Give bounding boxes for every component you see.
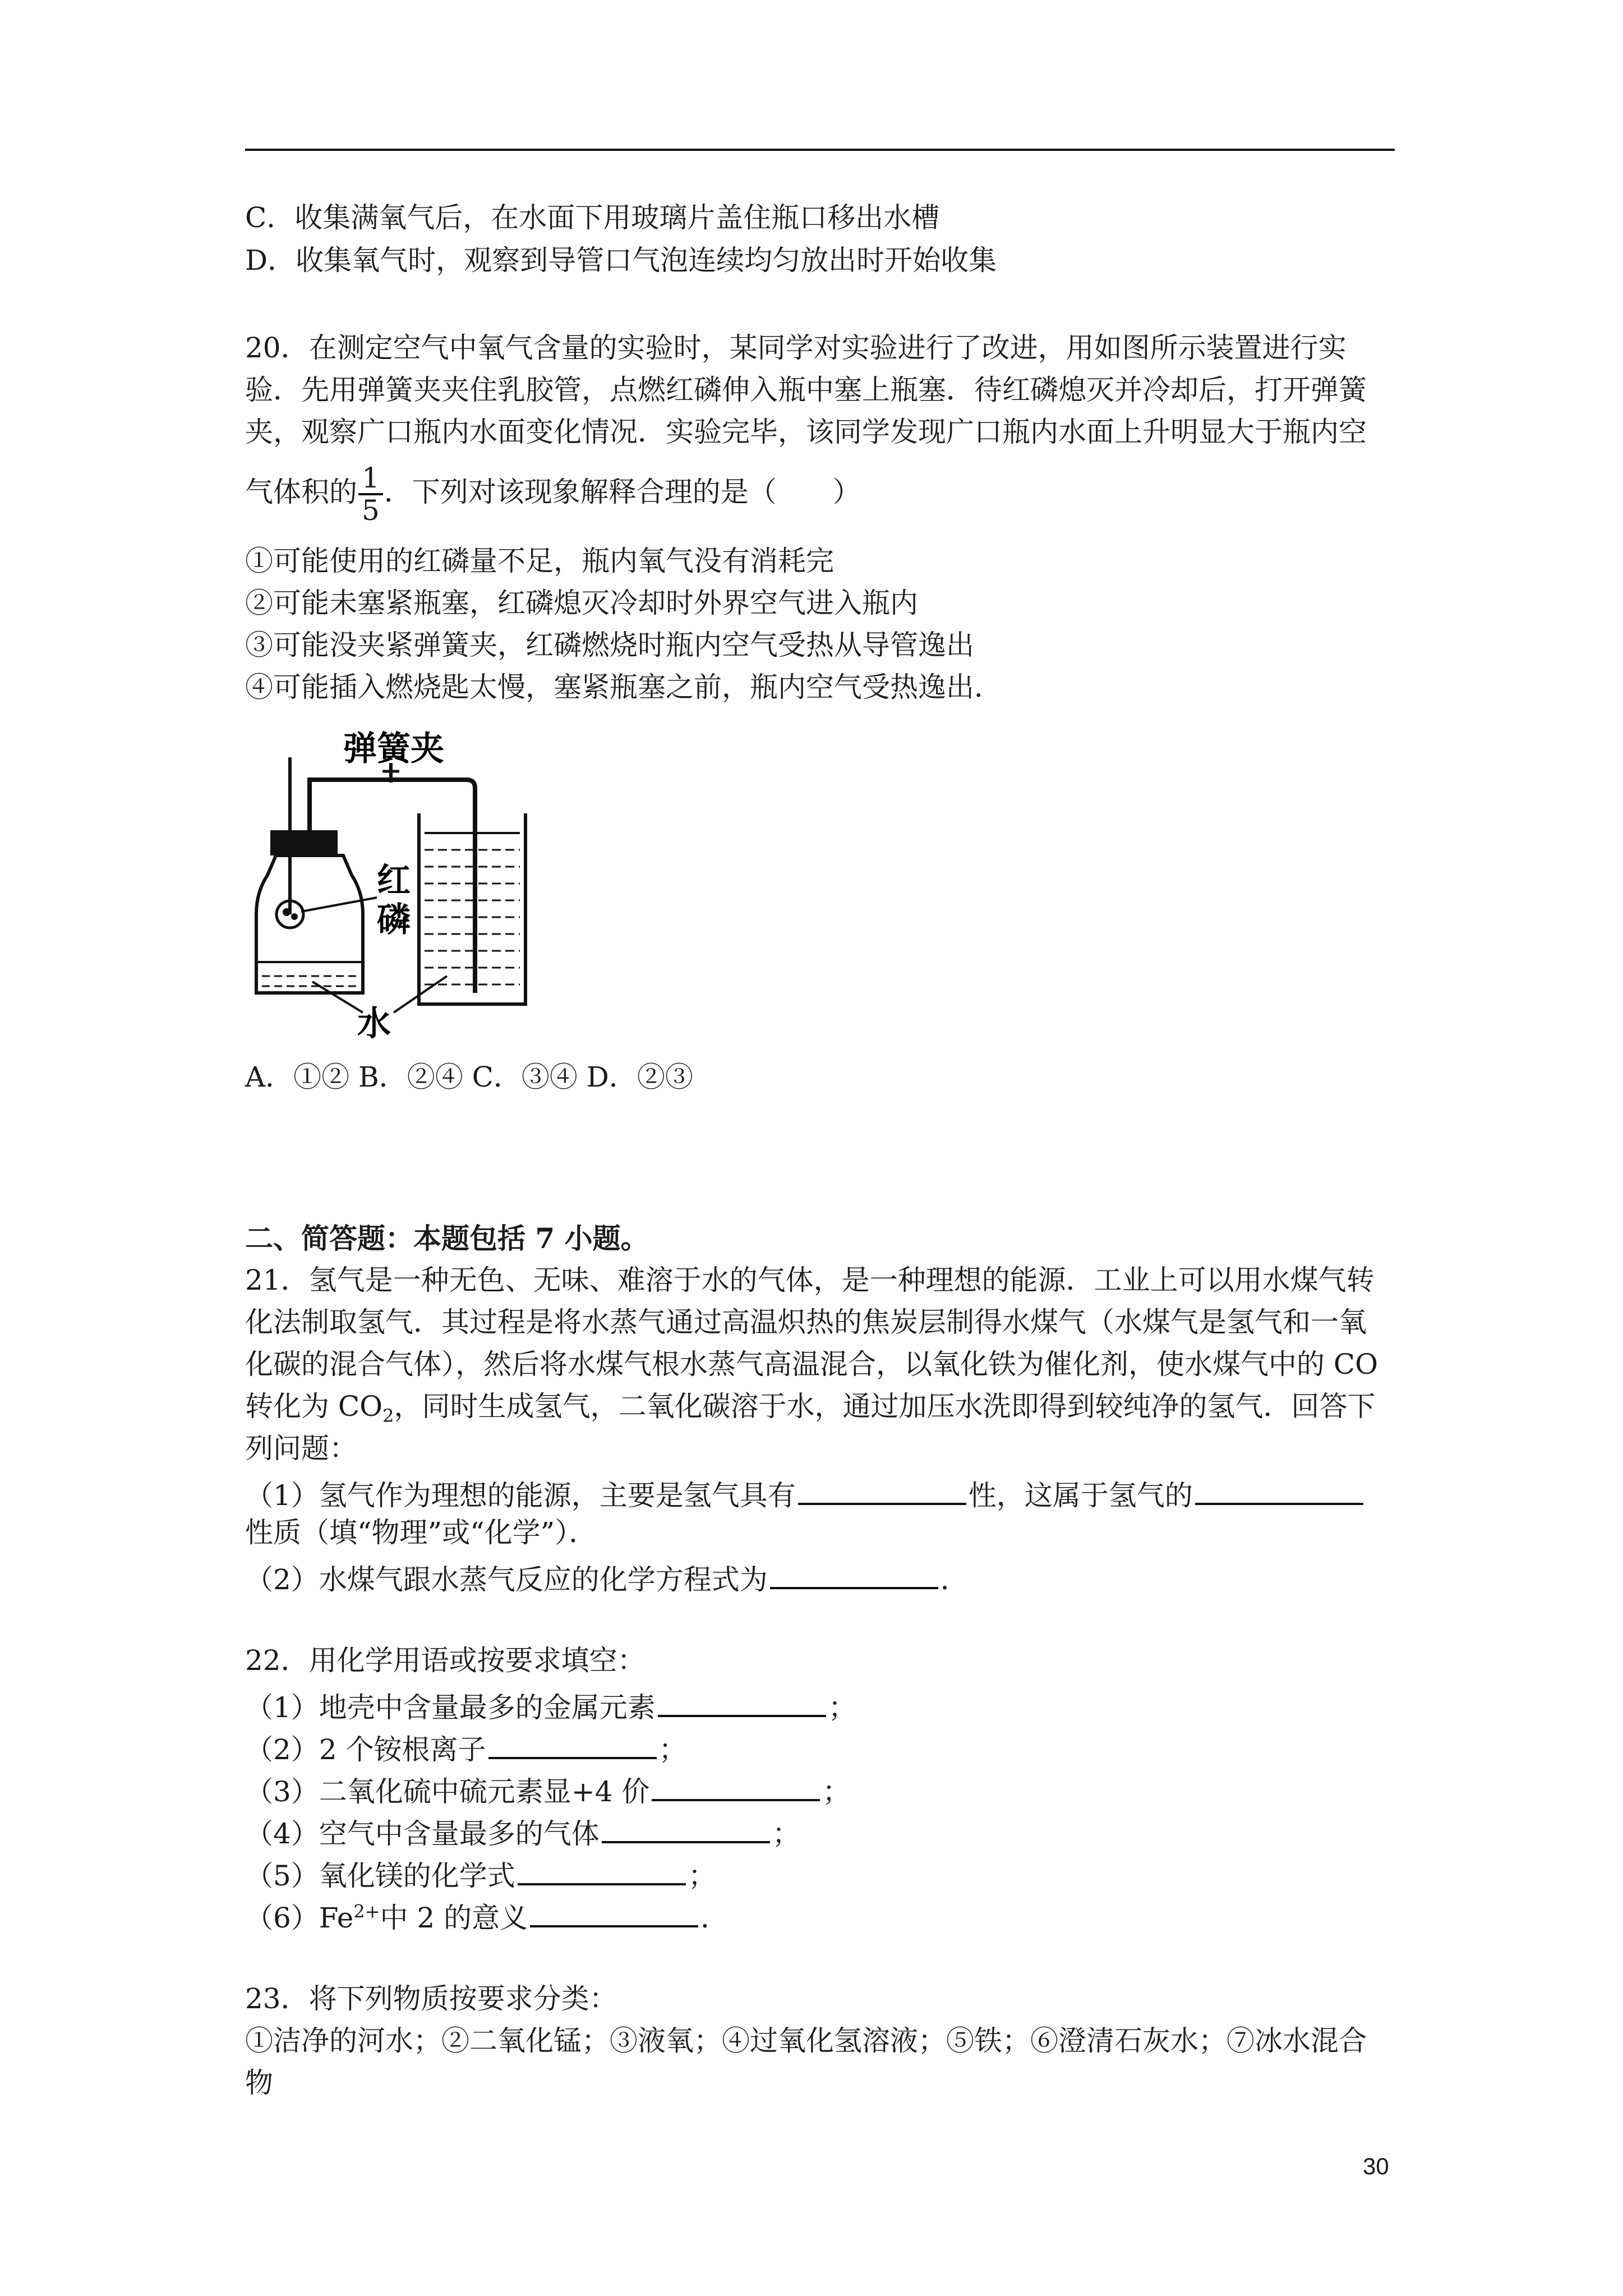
- fe-superscript: 2+: [353, 1901, 380, 1922]
- q22-item-5-text: （5）氧化镁的化学式: [245, 1860, 515, 1892]
- answer-blank[interactable]: [652, 1770, 820, 1801]
- fraction-denominator: 5: [362, 494, 380, 527]
- q21-line-4: [245, 1389, 1376, 1427]
- q20-line-4-suffix: ．下列对该现象解释合理的是（ ）: [384, 476, 861, 508]
- q21-p1-text-b: 性，这属于氢气的: [968, 1479, 1193, 1512]
- q22-item-6: [245, 1896, 728, 1935]
- q21-line-2: 化法制取氢气．其过程是将水蒸气通过高温炽热的焦炭层制得水煤气（水煤气是氢气和一氧: [245, 1306, 1367, 1338]
- label-phosphorus-1: 红: [377, 861, 411, 900]
- semicolon: ；: [772, 1818, 800, 1850]
- q21-line-4-a: 转化为 CO: [245, 1390, 383, 1423]
- q21-line-3: 化碳的混合气体），然后将水煤气根水蒸气高温混合，以氧化铁为催化剂，使水煤气中的 CO: [245, 1348, 1378, 1381]
- q19-option-d: D．收集氧气时，观察到导管口气泡连续均匀放出时开始收集: [245, 244, 997, 277]
- page-number: 30: [1363, 2153, 1389, 2179]
- beaker: [419, 813, 525, 1004]
- answer-blank[interactable]: [602, 1812, 770, 1843]
- answer-blank[interactable]: [1195, 1474, 1363, 1505]
- answer-blank[interactable]: [518, 1854, 686, 1885]
- q22-item-5: [245, 1854, 716, 1893]
- q23-line-1: ①洁净的河水；②二氧化锰；③液氧；④过氧化氢溶液；⑤铁；⑥澄清石灰水；⑦冰水混合: [245, 2024, 1367, 2057]
- q22-item-2-text: （2）2 个铵根离子: [245, 1733, 486, 1766]
- q22-item-6-text-a: （6）Fe: [245, 1902, 354, 1934]
- q22-item-4-text: （4）空气中含量最多的气体: [245, 1818, 600, 1850]
- semicolon: ；: [822, 1775, 851, 1808]
- answer-blank[interactable]: [530, 1896, 698, 1927]
- q22-item-3: [245, 1770, 850, 1809]
- q22-item-6-text-b: 中 2 的意义: [380, 1902, 528, 1934]
- q23-title: 23．将下列物质按要求分类：: [245, 1982, 617, 2015]
- q21-p1-text-a: （1）氢气作为理想的能源，主要是氢气具有: [245, 1479, 796, 1512]
- q22-title: 22．用化学用语或按要求填空：: [245, 1644, 645, 1677]
- q20-item-4: ④可能插入燃烧匙太慢，塞紧瓶塞之前，瓶内空气受热逸出．: [245, 671, 1002, 703]
- q21-line-5: 列问题：: [245, 1432, 357, 1465]
- answer-blank[interactable]: [770, 1558, 938, 1589]
- apparatus-figure: [245, 729, 537, 1043]
- q21-line-4-b: ，同时生成氢气，二氧化碳溶于水，通过加压水洗即得到较纯净的氢气．回答下: [394, 1390, 1376, 1423]
- q20-item-1: ①可能使用的红磷量不足，瓶内氧气没有消耗完: [245, 545, 834, 577]
- co2-subscript: 2: [382, 1405, 394, 1427]
- q20-line-4-prefix: 气体积的: [245, 476, 357, 508]
- label-clamp: 弹簧夹: [343, 729, 444, 769]
- label-water: 水: [357, 1004, 391, 1043]
- label-phosphorus-2: 磷: [377, 900, 411, 940]
- stopper: [270, 830, 338, 855]
- q22-item-1-text: （1）地壳中含量最多的金属元素: [245, 1691, 656, 1724]
- q20-item-2: ②可能未塞紧瓶塞，红磷熄灭冷却时外界空气进入瓶内: [245, 587, 918, 619]
- period: ．: [700, 1902, 729, 1934]
- phosphorus-pointer: [301, 898, 377, 912]
- q21-part-1: [245, 1474, 1366, 1512]
- semicolon: ；: [828, 1691, 856, 1724]
- q21-part-1-cont: 性质（填“物理”或“化学”）．: [245, 1516, 597, 1549]
- q20-item-3: ③可能没夹紧弹簧夹，红磷燃烧时瓶内空气受热从导管逸出: [245, 629, 974, 661]
- fraction-one-fifth: [358, 463, 383, 526]
- q20-line-2: 验．先用弹簧夹夹住乳胶管，点燃红磷伸入瓶中塞上瓶塞．待红磷熄灭并冷却后，打开弹簧: [245, 374, 1367, 406]
- q20-line-4: [245, 463, 861, 526]
- q21-p2-text: （2）水煤气跟水蒸气反应的化学方程式为: [245, 1563, 768, 1596]
- answer-blank[interactable]: [658, 1686, 826, 1717]
- q22-item-3-text: （3）二氧化硫中硫元素显+4 价: [245, 1775, 650, 1808]
- q23-line-2: 物: [245, 2067, 273, 2099]
- semicolon: ；: [688, 1860, 716, 1892]
- q20-answer-options: A．①② B．②④ C．③④ D．②③: [245, 1061, 693, 1093]
- q22-item-2: [245, 1728, 687, 1766]
- q20-line-3: 夹，观察广口瓶内水面变化情况．实验完毕，该同学发现广口瓶内水面上升明显大于瓶内空: [245, 416, 1367, 448]
- q19-option-c: C．收集满氧气后，在水面下用玻璃片盖住瓶口移出水槽: [245, 201, 940, 234]
- q20-line-1: 20．在测定空气中氧气含量的实验时，某同学对实验进行了改进，用如图所示装置进行实: [245, 332, 1347, 364]
- q22-item-4: [245, 1812, 800, 1851]
- q21-line-1: 21．氢气是一种无色、无味、难溶于水的气体，是一种理想的能源．工业上可以用水煤气转: [245, 1264, 1375, 1296]
- phosphorus-dot: [291, 913, 298, 920]
- q21-p2-end: ．: [940, 1563, 969, 1596]
- answer-blank[interactable]: [488, 1728, 657, 1759]
- q22-item-1: [245, 1686, 856, 1724]
- q21-part-2: [245, 1558, 969, 1596]
- header-rule: [245, 149, 1395, 151]
- flask: [256, 855, 363, 993]
- phosphorus-dot: [283, 908, 291, 916]
- beaker-water-hatch: [425, 850, 520, 984]
- fraction-numerator: 1: [358, 463, 383, 495]
- answer-blank[interactable]: [798, 1474, 966, 1505]
- connecting-tube: [310, 780, 475, 839]
- semicolon: ；: [658, 1733, 687, 1766]
- section-2-title: 二、简答题：本题包括 7 小题。: [245, 1222, 649, 1255]
